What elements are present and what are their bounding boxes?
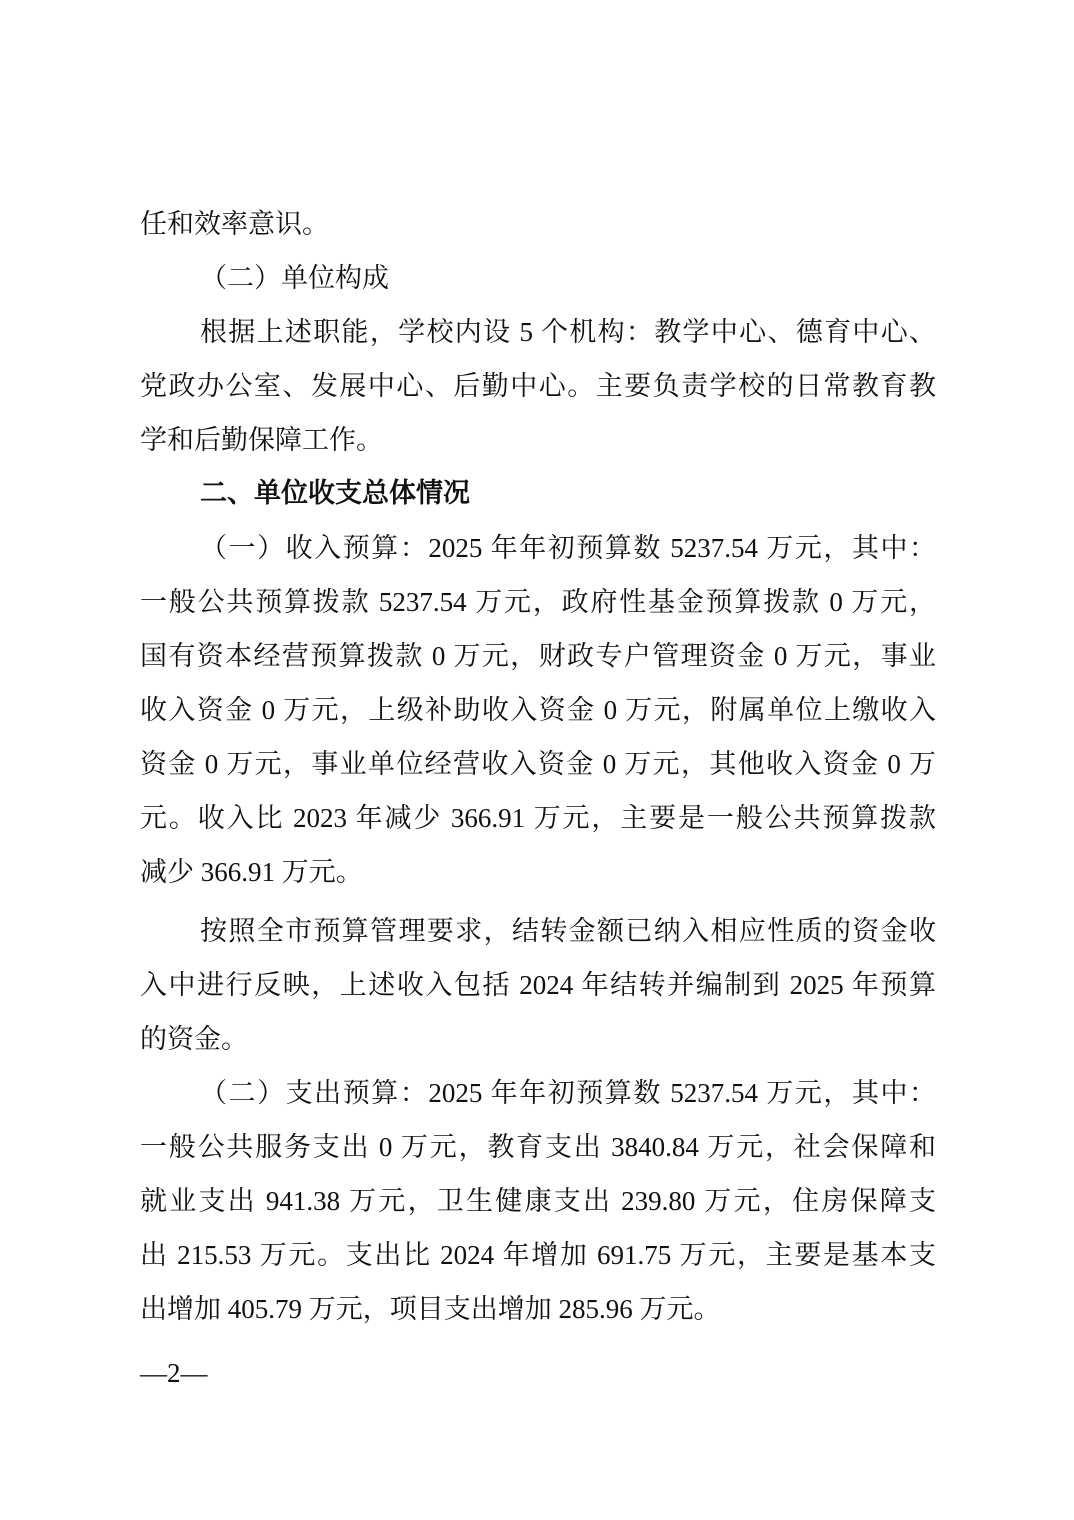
paragraph-expenditure-budget [140,1066,936,1336]
text-line: 的资金。 [140,1024,248,1054]
text-line: （一）收入预算：2025 年年初预算数 5237.54 万元，其中： [200,533,936,563]
page-number: —2— [140,1358,208,1388]
text-line: 任和效率意识。 [140,209,329,239]
section-heading [140,467,936,521]
text-line: 学和后勤保障工作。 [140,425,383,455]
text-line: 就业支出 941.38 万元，卫生健康支出 239.80 万元，住房保障支 [140,1186,936,1216]
text-line: 一般公共预算拨款 5237.54 万元，政府性基金预算拨款 0 万元， [140,587,936,617]
text-line: 元。收入比 2023 年减少 366.91 万元，主要是一般公共预算拨款 [140,803,936,833]
text-line: 二、单位收支总体情况 [200,478,470,509]
text-line: 党政办公室、发展中心、后勤中心。主要负责学校的日常教育教 [140,371,936,401]
text-line: （二）支出预算：2025 年年初预算数 5237.54 万元，其中： [200,1078,936,1108]
text-line: 根据上述职能，学校内设 5 个机构：教学中心、德育中心、 [200,317,936,347]
paragraph-continuation [140,197,936,251]
paragraph-income-budget [140,521,936,899]
text-line: 收入资金 0 万元，上级补助收入资金 0 万元，附属单位上缴收入 [140,695,936,725]
document-body [140,197,936,1336]
text-line: 按照全市预算管理要求，结转金额已纳入相应性质的资金收 [200,916,936,946]
text-line: 出增加 405.79 万元，项目支出增加 285.96 万元。 [140,1294,721,1324]
text-line: 资金 0 万元，事业单位经营收入资金 0 万元，其他收入资金 0 万 [140,749,936,779]
text-line: 国有资本经营预算拨款 0 万元，财政专户管理资金 0 万元，事业 [140,641,936,671]
subheading-unit-composition [140,251,936,305]
text-line: 入中进行反映，上述收入包括 2024 年结转并编制到 2025 年预算 [140,970,936,1000]
paragraph-unit-composition [140,305,936,467]
text-line: （二）单位构成 [200,263,389,293]
text-line: 一般公共服务支出 0 万元，教育支出 3840.84 万元，社会保障和 [140,1132,936,1162]
paragraph-carryover [140,904,936,1066]
text-line: 出 215.53 万元。支出比 2024 年增加 691.75 万元，主要是基本支 [140,1240,936,1270]
text-line: 减少 366.91 万元。 [140,857,363,887]
